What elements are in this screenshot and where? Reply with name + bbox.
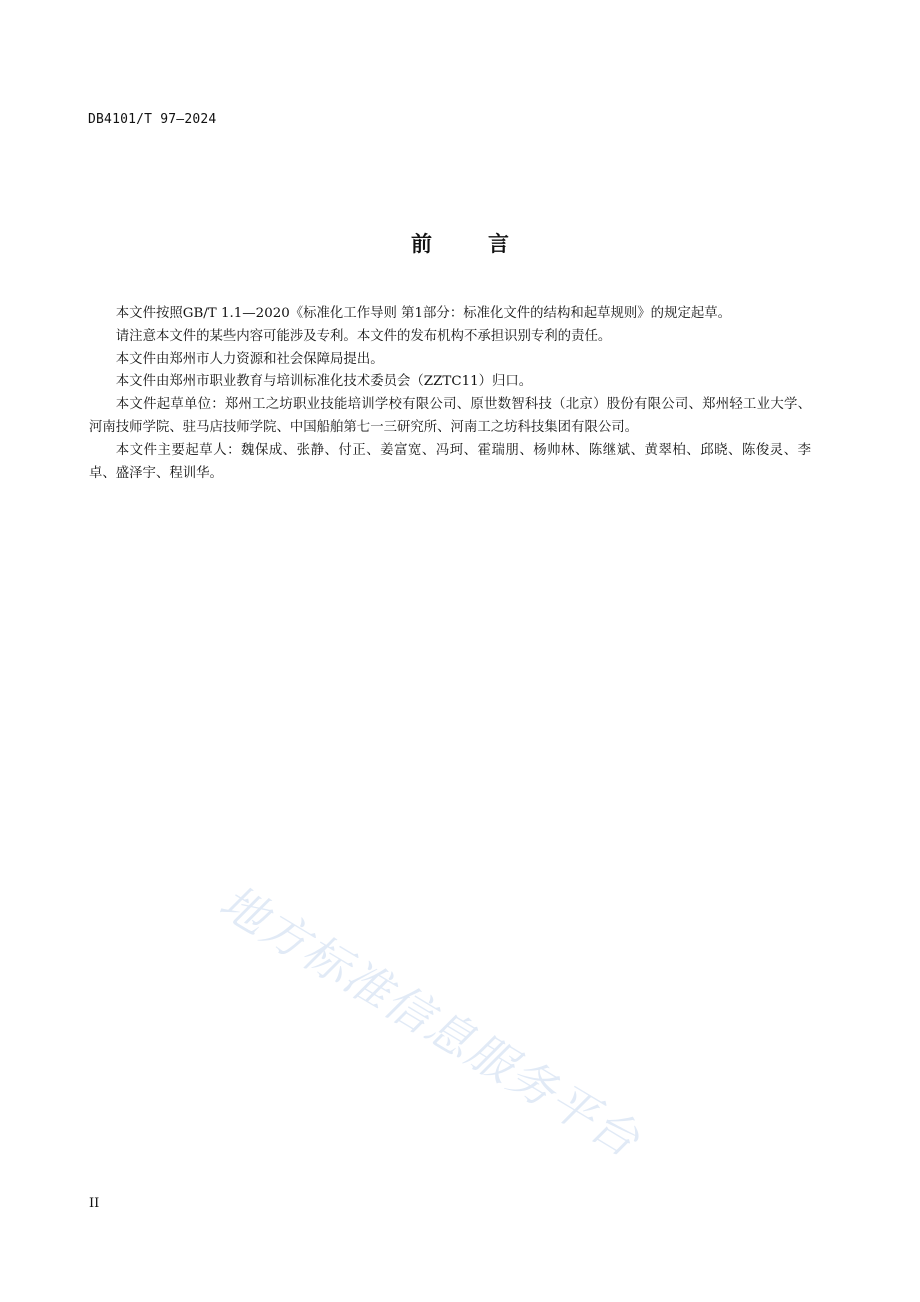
paragraph-patent-notice: 请注意本文件的某些内容可能涉及专利。本文件的发布机构不承担识别专利的责任。 — [115, 328, 612, 344]
document-code: DB4101/T 97—2024 — [88, 112, 217, 127]
paragraph-proposer: 本文件由郑州市人力资源和社会保障局提出。 — [115, 351, 384, 367]
paragraph-drafting-units: 本文件起草单位：郑州工之坊职业技能培训学校有限公司、原世数智科技（北京）股份有限公司、郑州轻工业大学、河南技师学院、驻马店技师学院、中国船舶第七一三研究所、河南工之坊科技集团有限公司。 — [89, 397, 811, 435]
paragraph-drafters: 本文件主要起草人：魏保成、张静、付正、姜富宽、冯珂、霍瑞朋、杨帅林、陈继斌、黄翠柏、邱晓、陈俊灵、李卓、盛泽宇、程训华。 — [89, 442, 811, 481]
preface-body — [89, 303, 811, 485]
page-number: II — [89, 1196, 100, 1211]
watermark: 地方标准信息服务平台 — [210, 874, 650, 1168]
paragraph-drafting-rules: 本文件按照GB/T 1.1—2020《标准化工作导则 第1部分：标准化文件的结构和起草规则》的规定起草。 — [115, 306, 732, 321]
page-title: 前言 — [411, 232, 565, 256]
paragraph-administrator: 本文件由郑州市职业教育与培训标准化技术委员会（ZZTC11）归口。 — [115, 374, 533, 390]
